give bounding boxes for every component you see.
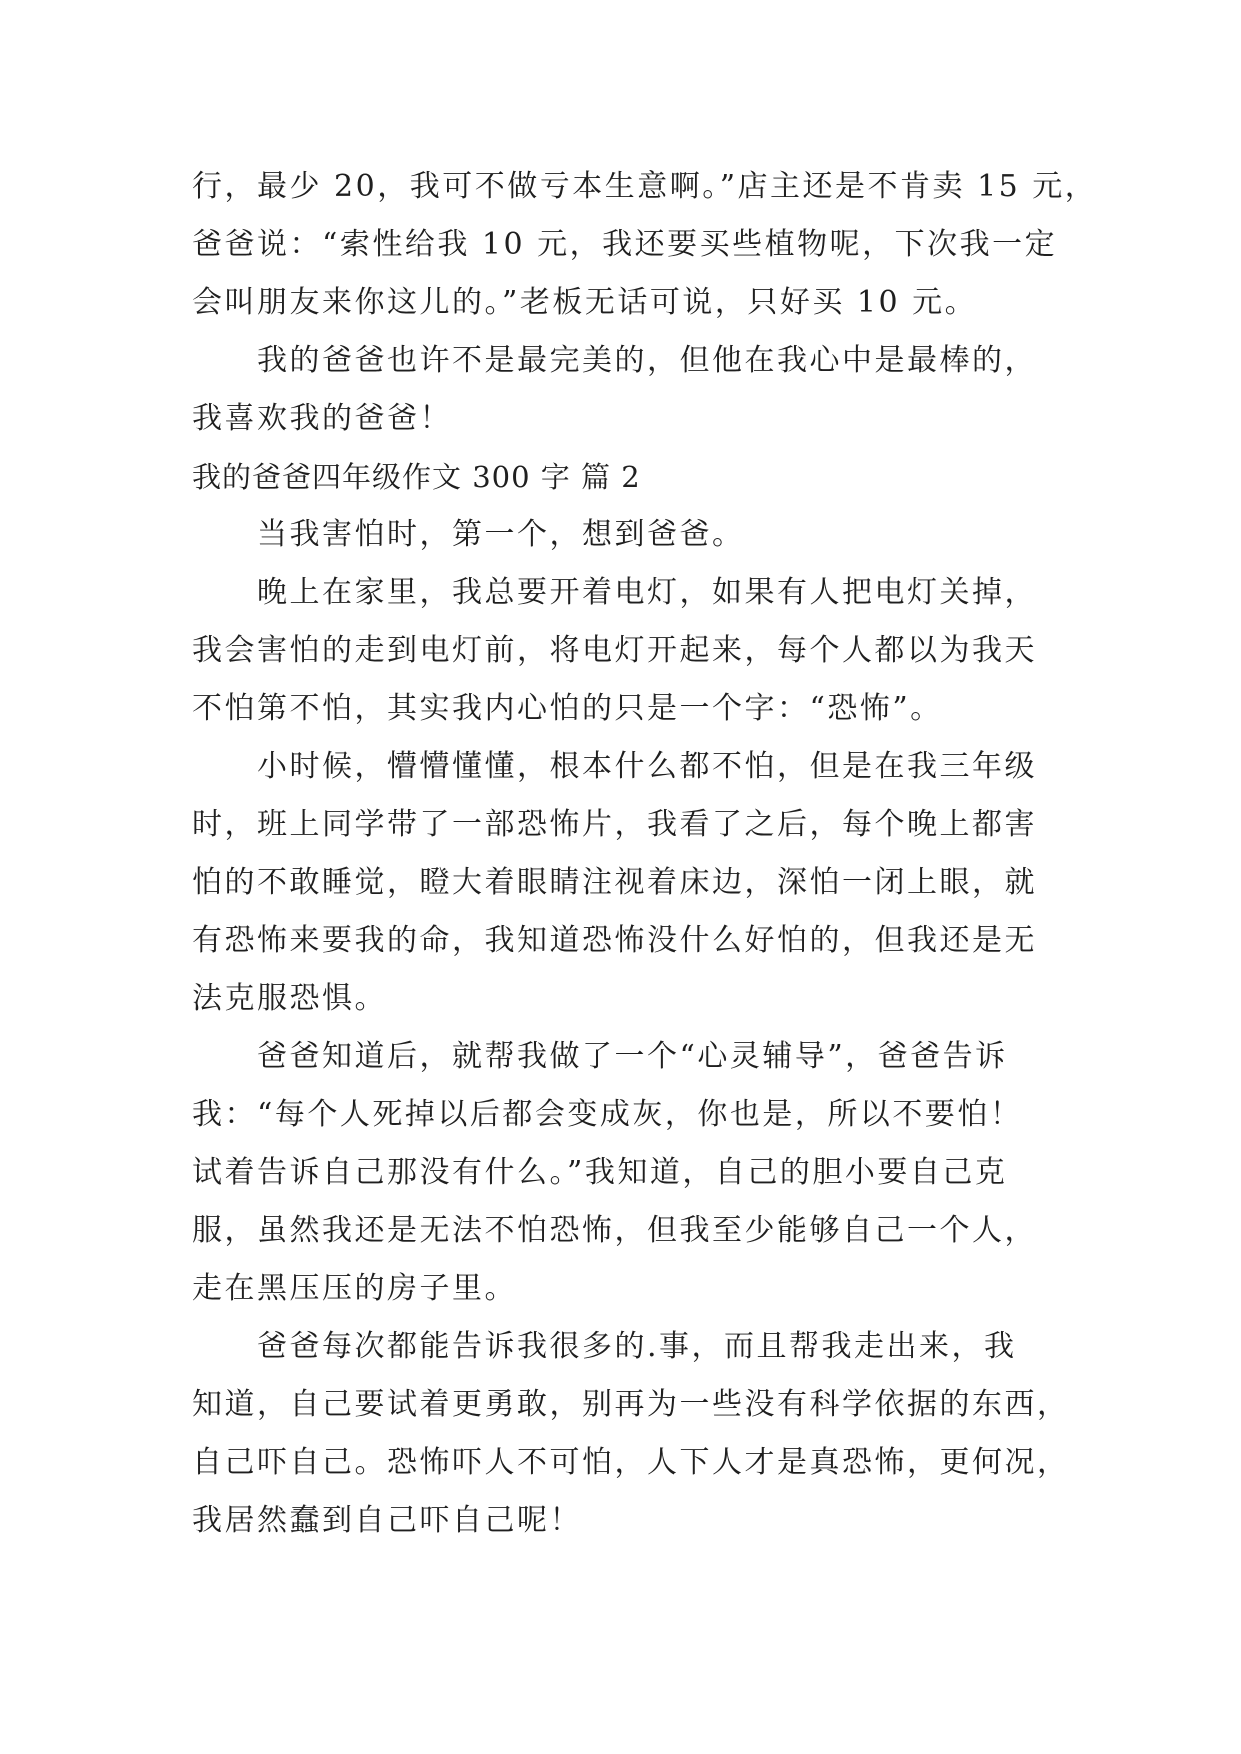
text-line: 我会害怕的走到电灯前，将电灯开起来，每个人都以为我天 (192, 633, 1037, 668)
paragraph-first-line: 小时候，懵懵懂懂，根本什么都不怕，但是在我三年级 (257, 749, 1037, 784)
text-line: 有恐怖来要我的命，我知道恐怖没什么好怕的，但我还是无 (192, 923, 1037, 958)
text-line: 爸爸说：“索性给我 10 元，我还要买些植物呢，下次我一定 (192, 227, 1058, 262)
text-line: 不怕第不怕，其实我内心怕的只是一个字：“恐怖”。 (192, 691, 943, 726)
text-line: 会叫朋友来你这儿的。”老板无话可说，只好买 10 元。 (192, 285, 978, 320)
section-heading: 我的爸爸四年级作文 300 字 篇 2 (192, 460, 641, 494)
document-text (192, 158, 1192, 1550)
text-line: 我：“每个人死掉以后都会变成灰，你也是，所以不要怕！ (192, 1097, 1023, 1132)
paragraph-first-line: 我的爸爸也许不是最完美的，但他在我心中是最棒的， (257, 343, 1037, 378)
paragraph-first-line: 当我害怕时，第一个，想到爸爸。 (257, 517, 745, 552)
text-line: 服，虽然我还是无法不怕恐怖，但我至少能够自己一个人， (192, 1213, 1037, 1248)
paragraph-first-line: 爸爸知道后，就帮我做了一个“心灵辅导”，爸爸告诉 (257, 1039, 1008, 1074)
text-line: 时，班上同学带了一部恐怖片，我看了之后，每个晚上都害 (192, 807, 1037, 842)
text-line: 法克服恐惧。 (192, 981, 387, 1016)
text-line: 走在黑压压的房子里。 (192, 1271, 517, 1306)
text-line: 行，最少 20，我可不做亏本生意啊。”店主还是不肯卖 15 元， (192, 169, 1098, 204)
text-line: 知道，自己要试着更勇敢，别再为一些没有科学依据的东西， (192, 1387, 1070, 1422)
text-line: 我喜欢我的爸爸！ (192, 401, 452, 436)
text-line: 试着告诉自己那没有什么。”我知道，自己的胆小要自己克 (192, 1155, 1008, 1190)
text-line: 自己吓自己。恐怖吓人不可怕，人下人才是真恐怖，更何况， (192, 1445, 1070, 1480)
paragraph-first-line: 爸爸每次都能告诉我很多的.事，而且帮我走出来，我 (257, 1329, 1017, 1364)
text-line: 我居然蠢到自己吓自己呢！ (192, 1503, 582, 1538)
paragraph-first-line: 晚上在家里，我总要开着电灯，如果有人把电灯关掉， (257, 575, 1037, 610)
text-line: 怕的不敢睡觉，瞪大着眼睛注视着床边，深怕一闭上眼，就 (192, 865, 1037, 900)
